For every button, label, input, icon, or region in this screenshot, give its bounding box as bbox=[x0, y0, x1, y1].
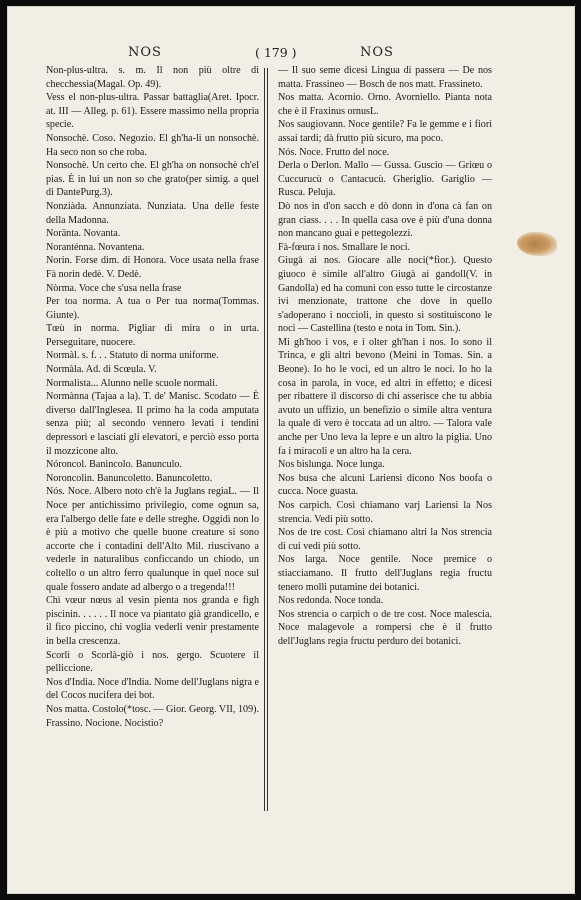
dictionary-entry: Giugà ai nos. Giocare alle noci(*fior.). Questo giuoco è simile all'altro Giugà ai gandoll(V. in Gandolla) ed ha comuni con esso tutte le circostanze ivi menzionate, trattone che dove in quello s'adoperano i noccioli, in questo si sostituiscono le noci — Castellina (testo e nota in Tom. Sin.). bbox=[278, 255, 492, 335]
page-header bbox=[8, 45, 574, 65]
left-column bbox=[46, 64, 259, 730]
dictionary-entry: Vess el non-plus-ultra. Passar battaglia(Aret. Ipocr. at. III — Alleg. p. 61). Essere massimo nella propria specie. bbox=[46, 92, 259, 131]
dictionary-entry: Nos busa che alcuni Lariensi dicono Nos boofa o cucca. Noce guasta. bbox=[278, 472, 492, 498]
dictionary-entry: — Il suo seme dicesi Lingua di passera — De nos matta. Frassineo — Bosch de nos matt. Frassineto. bbox=[278, 65, 492, 90]
book-page bbox=[7, 6, 575, 894]
dictionary-entry: Normàl. s. f. . . Statuto di norma uniforme. bbox=[46, 350, 219, 362]
dictionary-entry: Chi vœur nœus al vesin pienta nos granda e figh piscinin. . . . . . Il noce va piantato già grandicello, e il fico piccino, chi voglia vederli venir prestamente in bella crescenza. bbox=[46, 595, 259, 647]
dictionary-entry: Norin. Forse dim. di Honora. Voce usata nella frase Fà norin dedè. V. Dedè. bbox=[46, 255, 259, 280]
dictionary-entry: Nos matta. Acornio. Orno. Avorniello. Pianta nota che è il Fraxinus ornusL. bbox=[278, 92, 492, 117]
dictionary-entry: Nos d'India. Noce d'India. Nome dell'Juglans nigra e del Cocos nucifera dei bot. bbox=[46, 676, 259, 702]
dictionary-entry: Nos larga. Noce gentile. Noce premice o stiacciamano. Il frutto dell'Juglans regia fructu tenero molli putamine dei botanici. bbox=[278, 554, 492, 593]
dictionary-entry: Tœù in norma. Pigliar di mira o in urta. Perseguitare, nuocere. bbox=[46, 323, 259, 348]
dictionary-entry: Nonsochè. Un certo che. El gh'ha on nonsochè ch'el pias. È in lui un non so che grato(per simig. a quel di DantePurg.3). bbox=[46, 160, 259, 199]
dictionary-entry: Nonziàda. Annunziata. Nunziata. Una delle feste della Madonna. bbox=[46, 200, 259, 226]
dictionary-entry: Nos strencia o carpich o de tre cost. Noce malescia. Noce malagevole a rompersi che è il frutto dell'Juglans regia fructu perduro dei botanici. bbox=[278, 608, 492, 647]
dictionary-entry: Fà-fœura i nos. Smallare le noci. bbox=[278, 241, 411, 253]
dictionary-entry: Per toa norma. A tua o Per tua norma(Tommas. Giunte). bbox=[46, 296, 259, 321]
dictionary-entry: Nos saugiovann. Noce gentile? Fa le gemme e i fiori assai tardi; dà frutto più sicuro, ma poco. bbox=[278, 119, 492, 144]
dictionary-entry: Nos bislunga. Noce lunga. bbox=[278, 459, 385, 471]
dictionary-entry: Mi gh'hoo i vos, e i olter gh'han i nos. Io sono il Trinca, e gli altri bevono (Meini in Tomas. Sin. a Beone). Io ho le voci, ed un altro le noci. Io ho la cosa in parola, in voce, ed altri in effetto; e dicesi per ribattere il discorso di chi asserisce che tu abbia avuto un uffizio, un benefizio o simile altra ventura la quale di vero è toccata ad un altro. — Talora vale anche per Uno leva la lepre e un altro la piglia. Uno fa i miracoli e un altro ha la cera. bbox=[278, 336, 492, 457]
dictionary-entry: Noroncolin. Banuncoletto. Banuncoletto. bbox=[46, 472, 213, 484]
dictionary-entry: Nós. Noce. Albero noto ch'è la Juglans regiaL. — Il Noce per antichissimo privilegio, come ognun sa, era l'albergo delle fate e delle streghe. Oggidì non lo è più a motivo che quelle buone creature si sono accorte che i contadini dell'Alto Mil. riuscivano a vederle in naturalibus conficcando un chiodo, un coltello o un altro ferro qualunque in quel noce sul quale fossero andate ad albergo o a tregenda!!! bbox=[46, 486, 259, 593]
dictionary-entry: Normalista... Alunno nelle scuole normali. bbox=[46, 377, 218, 389]
column-divider bbox=[264, 68, 265, 811]
dictionary-entry: Nos redonda. Noce tonda. bbox=[278, 595, 384, 607]
paper-stain bbox=[517, 232, 557, 256]
dictionary-entry: Nóroncol. Banincolo. Banunculo. bbox=[46, 459, 182, 471]
dictionary-entry: Nòrma. Voce che s'usa nella frase bbox=[46, 282, 182, 294]
column-divider bbox=[267, 68, 268, 811]
page-number: ( 179 ) bbox=[255, 45, 297, 60]
dictionary-entry: Noranténna. Novantena. bbox=[46, 241, 145, 253]
header-right-word: NOS bbox=[360, 45, 394, 60]
dictionary-entry: Nos de tre cost. Così chiamano altri la Nos strencia di cui vedi più sotto. bbox=[278, 527, 492, 552]
dictionary-entry: Nos carpich. Così chiamano varj Lariensi la Nos strencia. Vedi più sotto. bbox=[278, 500, 492, 525]
dictionary-entry: Normànna (Tajaa a la). T. de' Manisc. Scodato — È diverso dall'Inglesea. Il primo ha la coda amputata senza più; al secondo vennero levati i tendini depressori e lasciati gli elevatori, e perciò esso porta il mozzicone alto. bbox=[46, 391, 259, 457]
dictionary-entry: Dò nos in d'on sacch e dò donn in d'ona cà fan on gran ciass. . . . In quella casa ove è più d'una donna non mancano guai e pettegolezzi. bbox=[278, 200, 492, 240]
dictionary-entry: Noränta. Novanta. bbox=[46, 228, 121, 240]
right-column bbox=[278, 64, 492, 649]
dictionary-entry: Nos matta. Costolo(*tosc. — Gior. Georg. VII, 109). Frassino. Nocione. Nocistio? bbox=[46, 703, 259, 729]
dictionary-entry: Normàla. Ad. di Scœula. V. bbox=[46, 364, 157, 376]
dictionary-entry: Scorlì o Scorlà-giò i nos. gergo. Scuotere il pelliccione. bbox=[46, 649, 259, 675]
dictionary-entry: Nós. Noce. Frutto del noce. bbox=[278, 146, 390, 158]
dictionary-entry: Derla o Derlon. Mallo — Gussa. Guscio — Griœu o Cuccurucù o Cantacucù. Gheriglio. Gariglio — Rusca. Peluja. bbox=[278, 160, 492, 199]
dictionary-entry: Non-plus-ultra. s. m. Il non più oltre di checchessia(Magal. Op. 49). bbox=[46, 65, 259, 90]
header-left-word: NOS bbox=[128, 45, 162, 60]
dictionary-entry: Nonsochè. Coso. Negozio. El gh'ha-li un nonsochè. Ha seco non so che roba. bbox=[46, 132, 259, 158]
